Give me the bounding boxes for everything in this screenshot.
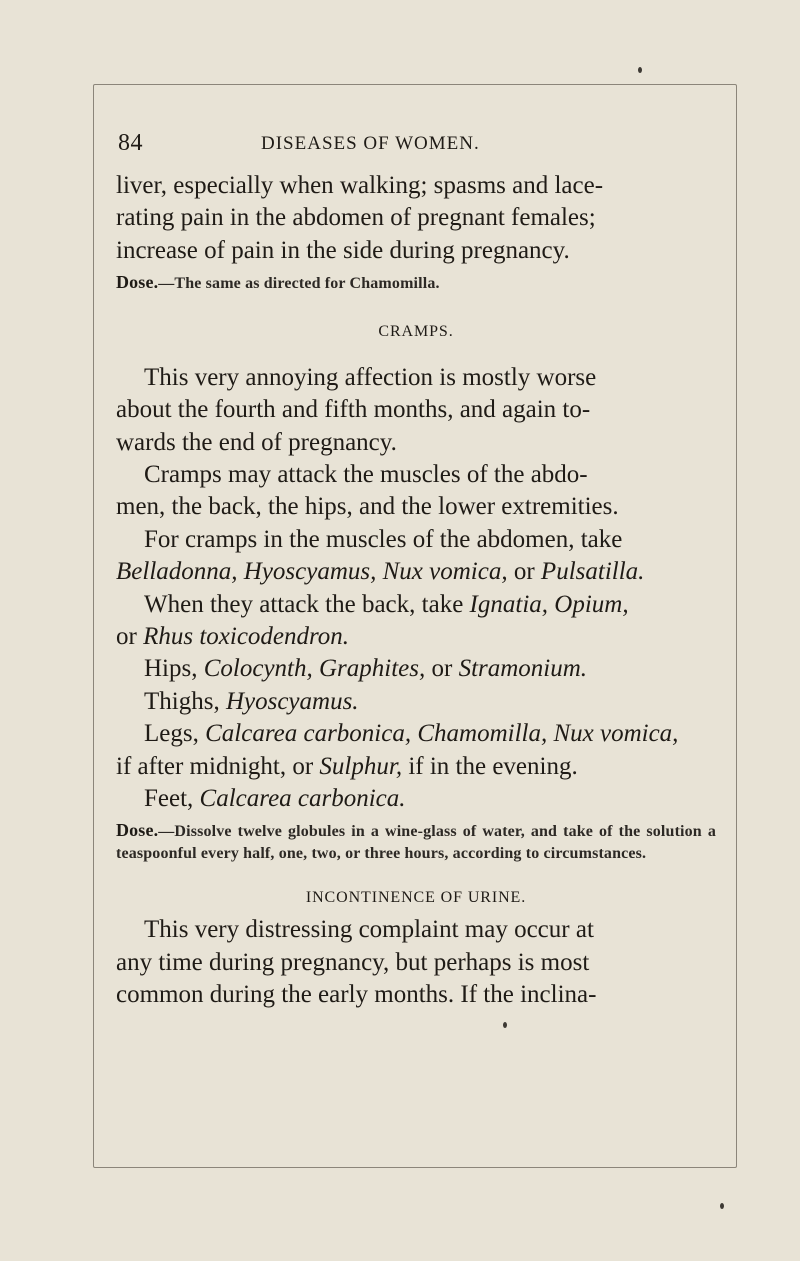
remedy-name: Calcarea carbonica, (205, 720, 412, 748)
back-remedies: When they attack the back, take Ignatia, Opium, or Rhus toxicodendron. (116, 590, 629, 650)
remedy-name: Nux vomica, (553, 720, 679, 748)
stray-mark-top (638, 67, 642, 73)
remedy-name: Hyoscyamus. (225, 687, 359, 715)
remedy-name: Graphites, (319, 655, 426, 683)
text-line: wards the end of pregnancy. (116, 428, 397, 456)
remedy-name: Rhus toxicodendron. (143, 622, 350, 650)
section-heading-cramps: CRAMPS. (378, 322, 454, 340)
thighs-remedies: Thighs, Hyoscyamus. (144, 687, 359, 715)
feet-remedies: Feet, Calcarea carbonica. (144, 785, 406, 812)
remedy-name: Belladonna, (116, 558, 238, 586)
text-line: liver, especially when walking; spasms and lace- (116, 172, 604, 199)
running-header (116, 130, 716, 170)
text-line: common during the early months. If the inclina- (116, 981, 597, 1009)
remedy-name: Hyoscyamus, (243, 558, 377, 586)
text-line: rating pain in the abdomen of pregnant females; (116, 204, 596, 232)
remedy-name: Colocynth, (203, 655, 313, 683)
dose-text: —The same as directed for Chamomilla. (158, 275, 440, 293)
abdomen-remedies: For cramps in the muscles of the abdomen, take Belladonna, Hyoscyamus, Nux vomica, or Pulsatilla. (116, 525, 645, 586)
cramps-dose (116, 820, 716, 864)
remedy-name: Chamomilla, (417, 720, 548, 748)
remedy-name: Sulphur, (319, 752, 403, 780)
cramps-intro-paragraph (116, 362, 716, 459)
remedy-name: Opium, (554, 590, 629, 618)
text-line: Cramps may attack the muscles of the abdo- (144, 460, 588, 488)
remedy-name: Nux vomica, (382, 558, 508, 586)
stray-mark-bottom (720, 1203, 724, 1209)
page-number: 84 (118, 130, 143, 156)
section-heading-incontinence: INCONTINENCE OF URINE. (305, 889, 527, 907)
incontinence-paragraph (116, 914, 716, 1011)
remedy-name: Pulsatilla. (540, 558, 645, 586)
legs-remedies: Legs, Calcarea carbonica, Chamomilla, Nux vomica, if after midnight, or Sulphur, if in the evening. (116, 720, 679, 780)
remedy-name: Stramonium. (458, 655, 588, 683)
cramps-attack-paragraph (116, 459, 716, 524)
text-line: increase of pain in the side during pregnancy. (116, 236, 570, 264)
remedy-name: Ignatia, (469, 590, 549, 618)
remedy-name: Calcarea carbonica. (199, 785, 406, 812)
incontinence-section (116, 889, 716, 1011)
book-page (116, 130, 716, 1012)
hips-remedies: Hips, Colocynth, Graphites, or Stramonium. (144, 655, 588, 683)
text-line: about the fourth and fifth months, and again to- (116, 396, 591, 424)
opening-paragraph (116, 170, 716, 267)
text-line: This very distressing complaint may occur at (144, 916, 594, 944)
text-line: men, the back, the hips, and the lower extremities. (116, 493, 619, 521)
opening-section (116, 170, 716, 295)
dose-text: —Dissolve twelve globules in a wine-glass of water, and take of the solution a teaspoonful every half, one, two, or three hours, according to circumstances. (116, 823, 716, 862)
dose-label: Dose. (116, 820, 159, 841)
text-line: This very annoying affection is mostly worse (144, 363, 597, 391)
running-title: DISEASES OF WOMEN. (261, 133, 480, 154)
cramps-section (116, 323, 716, 865)
dose-label: Dose. (116, 272, 159, 293)
text-line: any time during pregnancy, but perhaps is most (116, 948, 590, 976)
stray-mark-middle (503, 1022, 507, 1028)
opening-dose (116, 272, 716, 295)
